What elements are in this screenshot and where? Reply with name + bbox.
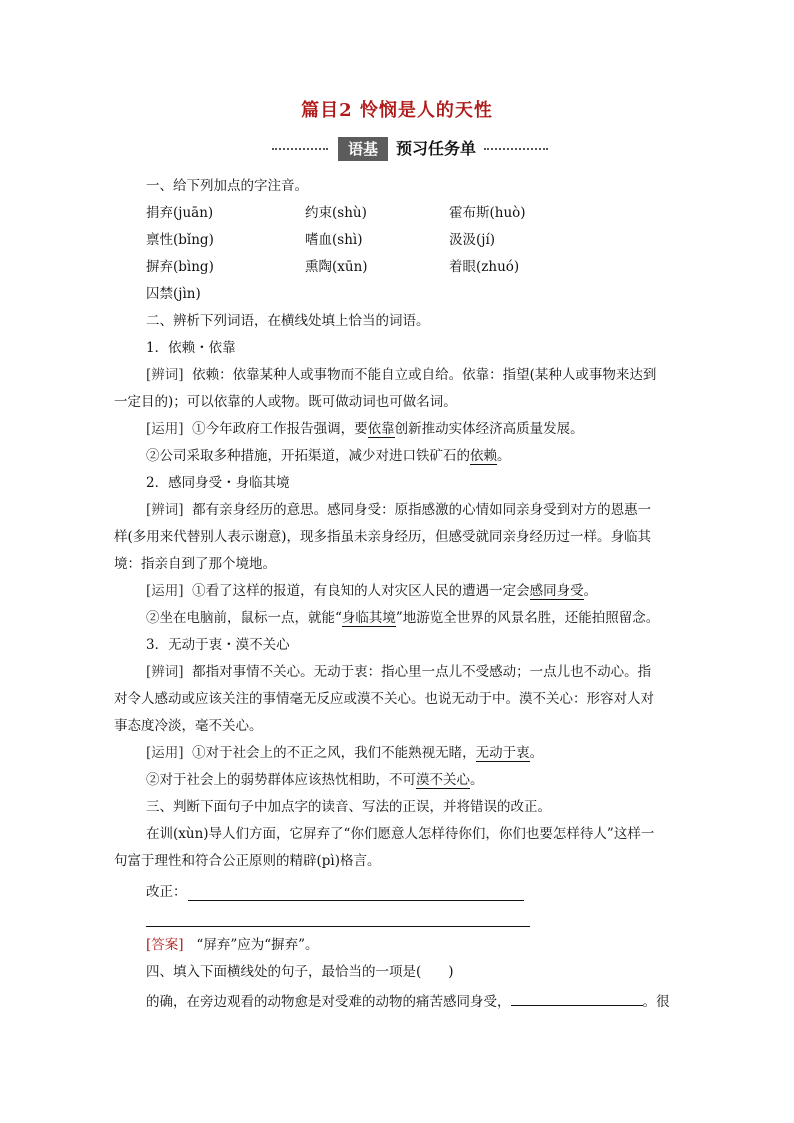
- usage-text: 创新推动实体经济高质量发展。: [394, 421, 584, 437]
- answer-word: 漠不关心: [416, 772, 470, 788]
- pinyin-item: 捐弃(juān): [146, 205, 214, 221]
- usage-text: ②对于社会上的弱势群体应该热忱相助，不可: [146, 772, 416, 788]
- q4-heading: 四、填入下面横线处的句子，最恰当的一项是( ): [146, 964, 454, 980]
- pinyin-item: 熏陶(xūn): [305, 259, 368, 275]
- answer-tag: [答案]: [146, 937, 184, 953]
- bianci-line: 境：指亲自到了那个境地。: [114, 556, 276, 572]
- yunyong-tag: [运用]: [146, 745, 184, 761]
- banner-divider-right: [484, 148, 548, 152]
- usage-line: [146, 419, 584, 439]
- bianci-text: 都有亲身经历的意思。感同身受：原指感激的心情如同亲身受到对方的恩惠一: [192, 502, 652, 518]
- pinyin-item: 约束(shù): [305, 205, 367, 221]
- fill-blank[interactable]: [511, 991, 643, 1006]
- bianci-tag: [辨词]: [146, 367, 184, 383]
- bianci-text: 都指对事情不关心。无动于衷：指心里一点儿不受感动；一点儿也不动心。指: [192, 664, 652, 680]
- q4-sentence: [146, 991, 670, 1012]
- answer-word: 身临其境: [341, 610, 396, 626]
- correction-blank-line[interactable]: [188, 899, 524, 901]
- q2-heading: 二、辨析下列词语，在横线处填上恰当的词语。: [146, 313, 430, 329]
- bianci-line: 一定目的)；可以依靠的人或物。既可做动词也可做名词。: [114, 394, 457, 410]
- page-title: 篇目2 怜悯是人的天性: [301, 100, 493, 121]
- yunyong-tag: [运用]: [146, 583, 184, 599]
- bianci-line: 事态度冷淡，毫不关心。: [114, 718, 263, 734]
- usage-text: 。: [497, 448, 511, 464]
- usage-text: 。: [470, 772, 484, 788]
- usage-text: 。: [529, 745, 544, 761]
- q3-heading: 三、判断下面句子中加点字的读音、写法的正误，并将错误的改正。: [146, 799, 551, 815]
- bianci-line: [146, 365, 656, 385]
- section-banner: [272, 137, 548, 161]
- bianci-tag: [辨词]: [146, 502, 184, 518]
- usage-text: ②公司采取多种措施，开拓渠道，减少对进口铁矿石的: [146, 448, 470, 464]
- q4-text: 的确，在旁边观看的动物愈是对受难的动物的痛苦感同身受，: [146, 994, 511, 1010]
- answer-word: 感同身受: [529, 583, 584, 599]
- banner-divider-left: [272, 148, 328, 152]
- usage-line: [146, 770, 484, 790]
- bianci-line: 样(多用来代替别人表示谢意)，现多指虽未亲身经历，但感受就同亲身经历过一样。身临其: [114, 529, 652, 545]
- pinyin-item: 嗜血(shì): [305, 232, 363, 248]
- usage-text: ”地游览全世界的风景名胜，还能拍照留念。: [395, 610, 660, 626]
- usage-text: ①看了这样的报道，有良知的人对灾区人民的遭遇一定会: [192, 583, 530, 599]
- usage-text: 。: [583, 583, 598, 599]
- usage-text: ①今年政府工作报告强调，要: [192, 421, 368, 437]
- q3-sentence: 在训(xùn)导人们方面，它屏弃了“你们愿意人怎样待你们，你们也要怎样待人”这样一: [146, 826, 655, 842]
- correction-label: 改正：: [146, 884, 187, 900]
- bianci-line: 对令人感动或应该关注的事情毫无反应或漠不关心。也说无动于中。漠不关心：形容对人对: [114, 691, 654, 707]
- banner-badge: 语基: [338, 137, 388, 161]
- bianci-line: [146, 662, 651, 682]
- usage-text: ①对于社会上的不正之风，我们不能熟视无睹，: [192, 745, 476, 761]
- pinyin-item: 着眼(zhuó): [449, 259, 520, 275]
- answer-word: 依靠: [367, 421, 395, 437]
- answer-word: 依赖: [470, 448, 497, 464]
- pinyin-item: 汲汲(jí): [449, 232, 496, 248]
- answer-text: “屏弃”应为“摒弃”。: [196, 937, 319, 953]
- bianci-text: 依赖：依靠某种人或事物而不能自立或自给。依靠：指望(某种人或事物来达到: [192, 367, 657, 383]
- usage-text: ②坐在电脑前，鼠标一点，就能“: [146, 610, 342, 626]
- usage-line: [146, 446, 511, 466]
- yunyong-tag: [运用]: [146, 421, 184, 437]
- answer-word: 无动于衷: [475, 745, 530, 761]
- usage-line: [146, 581, 597, 601]
- pinyin-item: 霍布斯(huò): [449, 205, 526, 221]
- pinyin-item: 囚禁(jìn): [146, 286, 201, 302]
- word-pair-title: 2．感同身受・身临其境: [146, 475, 290, 491]
- q3-sentence: 句富于理性和符合公正原则的精辟(pì)格言。: [114, 853, 381, 869]
- usage-line: [146, 608, 659, 628]
- q1-heading: 一、给下列加点的字注音。: [146, 178, 308, 194]
- usage-line: [146, 743, 543, 763]
- pinyin-item: 摒弃(bìng): [146, 259, 214, 275]
- banner-label: 预习任务单: [396, 139, 477, 158]
- bianci-line: [146, 500, 651, 520]
- answer-line: [146, 935, 319, 955]
- bianci-tag: [辨词]: [146, 664, 184, 680]
- word-pair-title: 1．依赖・依靠: [146, 340, 236, 356]
- correction-blank-line[interactable]: [146, 925, 530, 927]
- q4-text: 。很: [642, 994, 670, 1010]
- word-pair-title: 3．无动于衷・漠不关心: [146, 637, 290, 653]
- pinyin-item: 禀性(bǐng): [146, 232, 214, 248]
